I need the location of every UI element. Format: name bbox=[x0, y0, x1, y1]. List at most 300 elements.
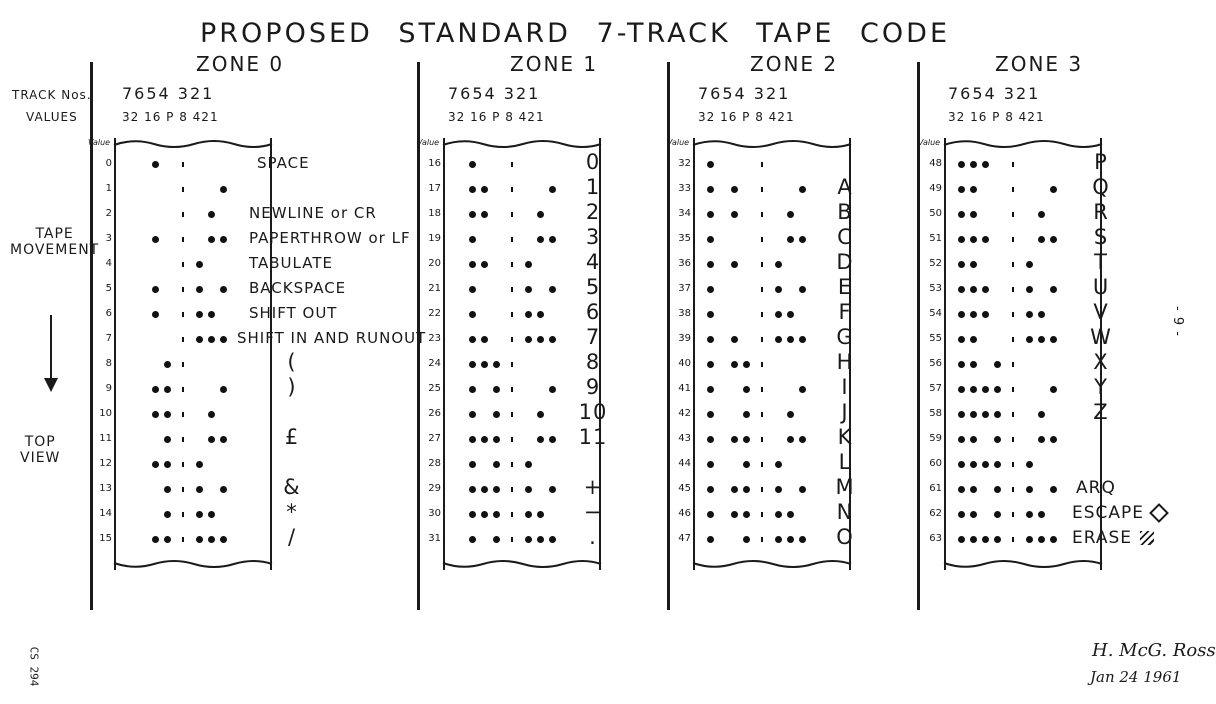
punch-hole bbox=[775, 261, 782, 268]
sprocket-hole bbox=[511, 237, 513, 242]
punch-hole bbox=[493, 386, 500, 393]
punch-hole bbox=[970, 486, 977, 493]
punch-hole bbox=[537, 411, 544, 418]
tape-row bbox=[929, 152, 1100, 177]
punch-hole bbox=[707, 536, 714, 543]
code-label-text: ARQ bbox=[1076, 478, 1116, 498]
row-value: 17 bbox=[428, 183, 441, 194]
tape-row bbox=[428, 202, 599, 227]
parity-hole bbox=[982, 286, 989, 293]
parity-hole bbox=[731, 511, 738, 518]
punch-hole bbox=[164, 436, 171, 443]
punch-hole bbox=[1050, 286, 1057, 293]
punch-hole bbox=[1038, 236, 1045, 243]
document-title: PROPOSED STANDARD 7-TRACK TAPE CODE bbox=[200, 18, 951, 49]
punch-hole bbox=[196, 336, 203, 343]
punch-hole bbox=[799, 186, 806, 193]
tape-row bbox=[99, 477, 270, 502]
punch-hole bbox=[707, 361, 714, 368]
tape-strip-3 bbox=[918, 138, 1102, 570]
tape-label-line2: MOVEMENT bbox=[10, 242, 100, 258]
punch-hole bbox=[775, 486, 782, 493]
code-label-text: D bbox=[836, 250, 854, 274]
punch-hole bbox=[1050, 386, 1057, 393]
punch-hole bbox=[525, 336, 532, 343]
punch-hole bbox=[707, 336, 714, 343]
punch-hole bbox=[799, 436, 806, 443]
tape-label-line1: TAPE bbox=[35, 226, 74, 242]
punch-hole bbox=[525, 311, 532, 318]
row-value: 49 bbox=[929, 183, 942, 194]
sprocket-hole bbox=[1012, 162, 1014, 167]
punch-hole bbox=[707, 461, 714, 468]
punch-hole bbox=[958, 536, 965, 543]
punch-hole bbox=[196, 261, 203, 268]
row-value: 1 bbox=[105, 183, 112, 194]
code-label-text: N bbox=[836, 500, 854, 524]
diamond-icon bbox=[1149, 503, 1169, 523]
code-label-text: P bbox=[1094, 150, 1108, 174]
code-label-text: BACKSPACE bbox=[249, 279, 347, 297]
sprocket-hole bbox=[511, 212, 513, 217]
tape-row bbox=[678, 477, 849, 502]
row-value: 48 bbox=[929, 158, 942, 169]
punch-hole bbox=[525, 536, 532, 543]
down-arrow-shaft bbox=[50, 315, 52, 381]
row-value: 56 bbox=[929, 358, 942, 369]
punch-hole bbox=[970, 361, 977, 368]
punch-hole bbox=[469, 486, 476, 493]
punch-hole bbox=[743, 411, 750, 418]
punch-hole bbox=[549, 186, 556, 193]
tape-row bbox=[428, 302, 599, 327]
punch-hole bbox=[1026, 261, 1033, 268]
sprocket-hole bbox=[511, 487, 513, 492]
punch-hole bbox=[469, 436, 476, 443]
parity-hole bbox=[982, 311, 989, 318]
punch-hole bbox=[1026, 286, 1033, 293]
parity-hole bbox=[152, 536, 159, 543]
punch-hole bbox=[164, 486, 171, 493]
punch-hole bbox=[743, 536, 750, 543]
sprocket-hole bbox=[511, 462, 513, 467]
row-value: 57 bbox=[929, 383, 942, 394]
punch-hole bbox=[994, 461, 1001, 468]
punch-hole bbox=[220, 286, 227, 293]
punch-hole bbox=[164, 511, 171, 518]
value-column-header: Value bbox=[88, 138, 111, 147]
row-value: 19 bbox=[428, 233, 441, 244]
tape-row bbox=[428, 527, 599, 552]
punch-hole bbox=[970, 161, 977, 168]
punch-hole bbox=[1038, 336, 1045, 343]
tape-row bbox=[428, 327, 599, 352]
punch-hole bbox=[743, 361, 750, 368]
sprocket-hole bbox=[1012, 537, 1014, 542]
punch-hole bbox=[196, 461, 203, 468]
tape-row bbox=[428, 477, 599, 502]
code-label bbox=[277, 475, 307, 499]
tape-row bbox=[929, 177, 1100, 202]
punch-hole bbox=[164, 536, 171, 543]
sprocket-hole bbox=[761, 537, 763, 542]
parity-hole bbox=[481, 211, 488, 218]
top-label-line2: VIEW bbox=[20, 450, 61, 466]
sprocket-hole bbox=[511, 337, 513, 342]
punch-hole bbox=[799, 236, 806, 243]
punch-hole bbox=[799, 386, 806, 393]
tape-edge-wave bbox=[693, 141, 851, 147]
value-column-header: Value bbox=[417, 138, 440, 147]
row-value: 55 bbox=[929, 333, 942, 344]
row-value: 52 bbox=[929, 258, 942, 269]
punch-hole bbox=[1050, 436, 1057, 443]
punch-hole bbox=[493, 511, 500, 518]
tape-row bbox=[678, 502, 849, 527]
tape-edge-bot bbox=[114, 556, 272, 570]
sprocket-hole bbox=[182, 337, 184, 342]
punch-hole bbox=[493, 436, 500, 443]
tape-row bbox=[105, 177, 270, 202]
tape-row bbox=[678, 202, 849, 227]
sprocket-hole bbox=[761, 487, 763, 492]
punch-hole bbox=[958, 311, 965, 318]
sprocket-hole bbox=[182, 437, 184, 442]
row-value: 39 bbox=[678, 333, 691, 344]
code-label-text: J bbox=[841, 400, 849, 424]
punch-hole bbox=[549, 486, 556, 493]
code-label-text: R bbox=[1093, 200, 1109, 224]
sprocket-hole bbox=[1012, 487, 1014, 492]
punch-hole bbox=[1026, 461, 1033, 468]
track-values-2: 32 16 P 8 421 bbox=[698, 110, 795, 124]
sprocket-hole bbox=[182, 462, 184, 467]
punch-hole bbox=[1050, 336, 1057, 343]
punch-hole bbox=[994, 511, 1001, 518]
punch-hole bbox=[493, 411, 500, 418]
tape-movement-label bbox=[10, 226, 99, 258]
row-value: 40 bbox=[678, 358, 691, 369]
sprocket-hole bbox=[182, 162, 184, 167]
punch-hole bbox=[537, 236, 544, 243]
down-arrow-icon bbox=[44, 378, 58, 392]
code-label-text: S bbox=[1093, 225, 1109, 249]
punch-hole bbox=[799, 336, 806, 343]
parity-hole bbox=[481, 361, 488, 368]
code-label-text: T bbox=[1094, 250, 1108, 274]
row-value: 51 bbox=[929, 233, 942, 244]
row-value: 60 bbox=[929, 458, 942, 469]
punch-hole bbox=[958, 436, 965, 443]
code-label-text: SPACE bbox=[257, 154, 310, 172]
code-label-text: E bbox=[837, 275, 853, 299]
punch-hole bbox=[164, 411, 171, 418]
code-label-text: X bbox=[1093, 350, 1109, 374]
tape-edge-top bbox=[693, 138, 851, 152]
tape-edge-bot bbox=[443, 556, 601, 570]
punch-hole bbox=[707, 236, 714, 243]
code-label-text: I bbox=[841, 375, 849, 399]
punch-hole bbox=[743, 386, 750, 393]
punch-hole bbox=[743, 486, 750, 493]
row-value: 58 bbox=[929, 408, 942, 419]
code-label-text: * bbox=[286, 500, 298, 524]
punch-hole bbox=[799, 536, 806, 543]
code-label-text: O bbox=[836, 525, 854, 549]
tape-row bbox=[428, 177, 599, 202]
punch-hole bbox=[1038, 511, 1045, 518]
tape-row bbox=[929, 302, 1100, 327]
code-label-text: M bbox=[835, 475, 855, 499]
punch-hole bbox=[220, 386, 227, 393]
sprocket-hole bbox=[761, 187, 763, 192]
punch-hole bbox=[994, 486, 1001, 493]
punch-hole bbox=[220, 436, 227, 443]
parity-hole bbox=[152, 286, 159, 293]
sprocket-hole bbox=[1012, 412, 1014, 417]
punch-hole bbox=[208, 411, 215, 418]
punch-hole bbox=[707, 411, 714, 418]
tape-row bbox=[428, 377, 599, 402]
sprocket-hole bbox=[511, 187, 513, 192]
punch-hole bbox=[1050, 536, 1057, 543]
sprocket-hole bbox=[511, 262, 513, 267]
code-label-text: NEWLINE or CR bbox=[249, 204, 377, 222]
tape-row bbox=[929, 402, 1100, 427]
row-value: 36 bbox=[678, 258, 691, 269]
parity-hole bbox=[731, 336, 738, 343]
punch-hole bbox=[208, 536, 215, 543]
tape-row bbox=[99, 502, 270, 527]
row-value: 43 bbox=[678, 433, 691, 444]
sprocket-hole bbox=[511, 362, 513, 367]
value-column-header: Value bbox=[918, 138, 941, 147]
tape-edge-top bbox=[944, 138, 1102, 152]
punch-hole bbox=[743, 436, 750, 443]
code-label-text: 2 bbox=[585, 200, 601, 224]
punch-hole bbox=[469, 286, 476, 293]
row-value: 9 bbox=[105, 383, 112, 394]
track-numbers-3: 7654 321 bbox=[948, 84, 1041, 103]
punch-hole bbox=[493, 361, 500, 368]
sprocket-hole bbox=[1012, 512, 1014, 517]
punch-hole bbox=[469, 186, 476, 193]
sprocket-hole bbox=[182, 212, 184, 217]
punch-hole bbox=[707, 161, 714, 168]
sprocket-hole bbox=[511, 287, 513, 292]
punch-hole bbox=[970, 286, 977, 293]
punch-hole bbox=[469, 161, 476, 168]
sprocket-hole bbox=[182, 312, 184, 317]
sprocket-hole bbox=[761, 162, 763, 167]
punch-hole bbox=[775, 461, 782, 468]
track-numbers-1: 7654 321 bbox=[448, 84, 541, 103]
tape-row bbox=[929, 277, 1100, 302]
punch-hole bbox=[537, 211, 544, 218]
punch-hole bbox=[970, 536, 977, 543]
punch-hole bbox=[525, 511, 532, 518]
punch-hole bbox=[537, 336, 544, 343]
punch-hole bbox=[707, 311, 714, 318]
tape-edge-wave bbox=[114, 141, 272, 147]
tape-row bbox=[428, 502, 599, 527]
punch-hole bbox=[1038, 436, 1045, 443]
punch-hole bbox=[994, 386, 1001, 393]
punch-hole bbox=[469, 336, 476, 343]
tape-row bbox=[105, 327, 270, 352]
parity-hole bbox=[481, 486, 488, 493]
punch-hole bbox=[537, 511, 544, 518]
tape-edge-bot bbox=[944, 556, 1102, 570]
punch-hole bbox=[970, 336, 977, 343]
sprocket-hole bbox=[761, 337, 763, 342]
punch-hole bbox=[775, 336, 782, 343]
row-value: 25 bbox=[428, 383, 441, 394]
punch-hole bbox=[208, 511, 215, 518]
punch-hole bbox=[970, 261, 977, 268]
value-column-header: Value bbox=[667, 138, 690, 147]
row-value: 44 bbox=[678, 458, 691, 469]
punch-hole bbox=[958, 486, 965, 493]
punch-hole bbox=[958, 236, 965, 243]
code-label-text: V bbox=[1093, 300, 1109, 324]
row-value: 15 bbox=[99, 533, 112, 544]
row-value: 37 bbox=[678, 283, 691, 294]
code-label-text: Q bbox=[1092, 175, 1110, 199]
tape-row bbox=[428, 252, 599, 277]
code-label-text: . bbox=[589, 525, 597, 549]
code-label-text: PAPERTHROW or LF bbox=[249, 229, 411, 247]
punch-hole bbox=[994, 536, 1001, 543]
row-value: 50 bbox=[929, 208, 942, 219]
code-label-text: / bbox=[287, 525, 297, 549]
punch-hole bbox=[970, 211, 977, 218]
sprocket-hole bbox=[1012, 337, 1014, 342]
punch-hole bbox=[469, 311, 476, 318]
tape-row bbox=[929, 352, 1100, 377]
row-value: 4 bbox=[105, 258, 112, 269]
punch-hole bbox=[958, 336, 965, 343]
sprocket-hole bbox=[761, 312, 763, 317]
punch-hole bbox=[220, 336, 227, 343]
tape-edge-wave bbox=[443, 141, 601, 147]
tape-row bbox=[678, 327, 849, 352]
punch-hole bbox=[775, 286, 782, 293]
punch-hole bbox=[537, 536, 544, 543]
code-label-text: SHIFT IN AND RUNOUT bbox=[237, 329, 427, 347]
sprocket-hole bbox=[1012, 312, 1014, 317]
punch-hole bbox=[787, 411, 794, 418]
punch-hole bbox=[970, 511, 977, 518]
punch-hole bbox=[1038, 211, 1045, 218]
row-value: 18 bbox=[428, 208, 441, 219]
row-value: 61 bbox=[929, 483, 942, 494]
tape-row bbox=[678, 527, 849, 552]
tape-row bbox=[105, 252, 270, 277]
row-value: 27 bbox=[428, 433, 441, 444]
row-value: 6 bbox=[105, 308, 112, 319]
punch-hole bbox=[1038, 311, 1045, 318]
tape-row bbox=[929, 377, 1100, 402]
tape-row bbox=[678, 402, 849, 427]
code-label-text: U bbox=[1092, 275, 1110, 299]
punch-hole bbox=[707, 261, 714, 268]
parity-hole bbox=[731, 211, 738, 218]
punch-hole bbox=[970, 461, 977, 468]
tape-row bbox=[105, 302, 270, 327]
tape-row bbox=[105, 202, 270, 227]
punch-hole bbox=[549, 386, 556, 393]
row-value: 46 bbox=[678, 508, 691, 519]
punch-hole bbox=[196, 311, 203, 318]
track-values-0: 32 16 P 8 421 bbox=[122, 110, 219, 124]
sprocket-hole bbox=[511, 312, 513, 317]
punch-hole bbox=[196, 486, 203, 493]
row-value: 13 bbox=[99, 483, 112, 494]
punch-hole bbox=[549, 436, 556, 443]
row-value: 29 bbox=[428, 483, 441, 494]
punch-hole bbox=[1050, 486, 1057, 493]
sprocket-hole bbox=[1012, 362, 1014, 367]
punch-hole bbox=[1038, 411, 1045, 418]
punch-hole bbox=[208, 236, 215, 243]
sprocket-hole bbox=[182, 387, 184, 392]
punch-hole bbox=[958, 386, 965, 393]
sprocket-hole bbox=[761, 437, 763, 442]
tape-row bbox=[678, 152, 849, 177]
row-value: 20 bbox=[428, 258, 441, 269]
punch-hole bbox=[469, 536, 476, 543]
punch-hole bbox=[1026, 536, 1033, 543]
row-value: 53 bbox=[929, 283, 942, 294]
parity-hole bbox=[481, 511, 488, 518]
sprocket-hole bbox=[182, 237, 184, 242]
parity-hole bbox=[982, 411, 989, 418]
sprocket-hole bbox=[1012, 387, 1014, 392]
tape-row bbox=[105, 277, 270, 302]
punch-hole bbox=[220, 536, 227, 543]
track-numbers-0: 7654 321 bbox=[122, 84, 215, 103]
punch-hole bbox=[970, 436, 977, 443]
code-label-text: 0 bbox=[585, 150, 601, 174]
punch-hole bbox=[196, 511, 203, 518]
tape-strip-1 bbox=[417, 138, 601, 570]
sprocket-hole bbox=[182, 512, 184, 517]
punch-hole bbox=[787, 211, 794, 218]
track-values-1: 32 16 P 8 421 bbox=[448, 110, 545, 124]
punch-hole bbox=[707, 436, 714, 443]
tape-row bbox=[105, 377, 270, 402]
hatch-icon bbox=[1140, 531, 1154, 545]
tape-row bbox=[678, 227, 849, 252]
code-label-text: Z bbox=[1093, 400, 1109, 424]
code-label-text: £ bbox=[284, 425, 300, 449]
punch-hole bbox=[537, 311, 544, 318]
code-label-text: ( bbox=[287, 350, 297, 374]
punch-hole bbox=[787, 436, 794, 443]
punch-hole bbox=[525, 486, 532, 493]
tape-row bbox=[428, 277, 599, 302]
row-value: 16 bbox=[428, 158, 441, 169]
punch-hole bbox=[775, 311, 782, 318]
code-label-text: Y bbox=[1094, 375, 1108, 399]
sprocket-hole bbox=[511, 437, 513, 442]
punch-hole bbox=[196, 536, 203, 543]
punch-hole bbox=[707, 186, 714, 193]
parity-hole bbox=[481, 261, 488, 268]
tape-row bbox=[678, 452, 849, 477]
punch-hole bbox=[958, 411, 965, 418]
